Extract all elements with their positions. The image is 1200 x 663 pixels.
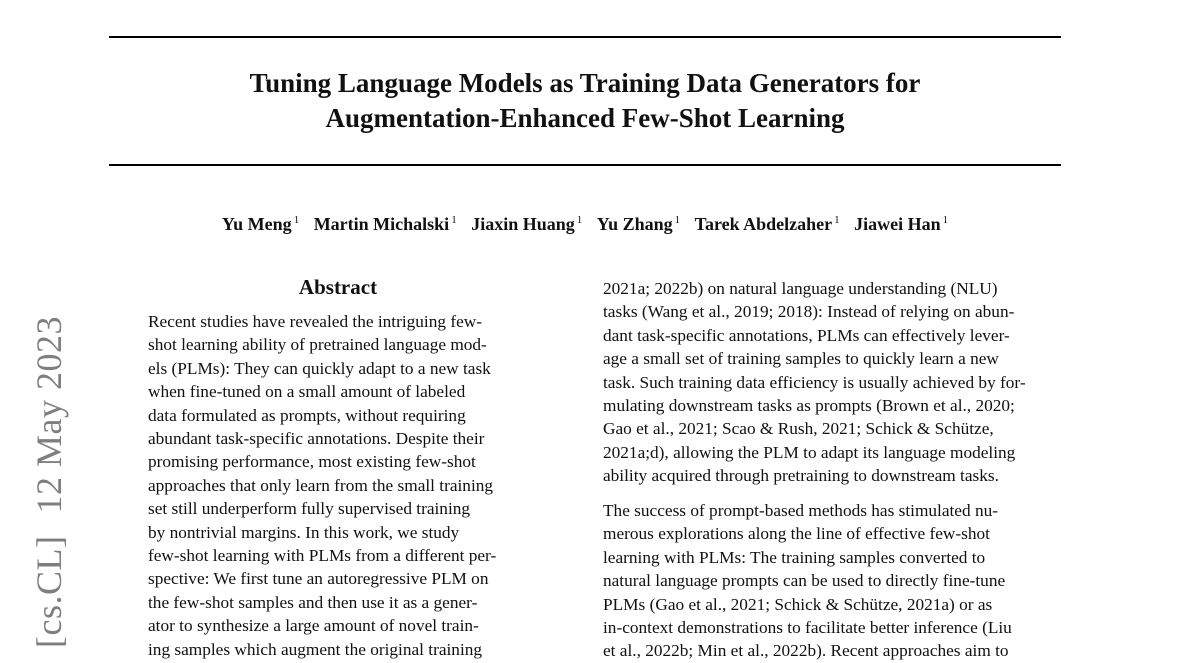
- author-name: Tarek Abdelzaher: [694, 214, 833, 234]
- title-line-1: Tuning Language Models as Training Data Generators for: [249, 68, 921, 98]
- intro-paragraph-1: [603, 277, 1063, 488]
- abstract-heading: Abstract: [298, 275, 378, 299]
- text-line: in-context demonstrations to facilitate better inference (Liu: [603, 618, 1012, 638]
- text-line: els (PLMs): They can quickly adapt to a new task: [148, 358, 491, 378]
- text-line: approaches that only learn from the small training: [148, 475, 494, 495]
- text-line: ator to synthesize a large amount of novel train-: [148, 616, 479, 636]
- text-line: set still underperform fully supervised training: [148, 499, 471, 519]
- author-affiliation: 1: [576, 214, 583, 226]
- text-line: 2021a;d), allowing the PLM to adapt its language modeling: [603, 442, 1016, 462]
- author: [222, 208, 299, 236]
- paper-title: [109, 66, 1061, 136]
- text-line: learning with PLMs: The training samples converted to: [603, 547, 986, 567]
- title-top-rule: [109, 36, 1061, 38]
- text-line: age a small set of training samples to quickly learn a new: [603, 349, 999, 369]
- text-line: dant task-specific annotations, PLMs can effectively lever-: [603, 325, 1010, 345]
- author-name: Yu Zhang: [596, 214, 673, 234]
- abstract-body: [148, 310, 530, 661]
- text-line: The success of prompt-based methods has stimulated nu-: [603, 501, 998, 520]
- text-line: mulating downstream tasks as prompts (Brown et al., 2020;: [603, 396, 1015, 416]
- author-affiliation: 1: [942, 214, 949, 226]
- intro-paragraph-2: [603, 499, 1063, 663]
- text-line: ability acquired through pretraining to downstream tasks.: [603, 466, 999, 486]
- text-line: data formulated as prompts, without requiring: [148, 405, 466, 425]
- text-line: natural language prompts can be used to directly fine-tune: [603, 571, 1006, 591]
- author-name: Jiaxin Huang: [471, 214, 575, 234]
- text-line: tasks (Wang et al., 2019; 2018): Instead of relying on abun-: [603, 302, 1015, 322]
- text-line: by nontrivial margins. In this work, we study: [148, 522, 460, 542]
- arxiv-date: 12 May 2023: [29, 316, 69, 514]
- author-affiliation: 1: [674, 214, 681, 226]
- text-line: 2021a; 2022b) on natural language understanding (NLU): [603, 279, 998, 298]
- text-line: spective: We first tune an autoregressive PLM on: [148, 569, 489, 589]
- text-line: PLMs (Gao et al., 2021; Schick & Schütze, 2021a) or as: [603, 594, 993, 614]
- text-line: few-shot learning with PLMs from a different per-: [148, 546, 497, 566]
- text-line: when fine-tuned on a small amount of labeled: [148, 382, 466, 402]
- author: [471, 208, 582, 236]
- author: [854, 208, 948, 236]
- text-line: ing samples which augment the original training: [148, 639, 483, 659]
- text-line: et al., 2022b; Min et al., 2022b). Recent approaches aim to: [603, 641, 1009, 661]
- text-line: shot learning ability of pretrained language mod-: [148, 335, 487, 355]
- arxiv-category: [cs.CL]: [29, 535, 69, 648]
- text-line: abundant task-specific annotations. Despite their: [148, 429, 485, 449]
- text-line: merous explorations along the line of effective few-shot: [603, 524, 990, 544]
- author-affiliation: 1: [293, 214, 300, 226]
- author-affiliation: 1: [451, 214, 457, 226]
- author-affiliation: 1: [834, 214, 840, 226]
- author-name: Yu Meng: [221, 214, 292, 234]
- author-name: Martin Michalski: [313, 214, 450, 234]
- title-line-2: Augmentation-Enhanced Few-Shot Learning: [325, 103, 845, 133]
- text-line: task. Such training data efficiency is usually achieved by for-: [603, 372, 1026, 392]
- author: [695, 208, 840, 236]
- author-list: [109, 208, 1061, 236]
- text-line: Gao et al., 2021; Scao & Rush, 2021; Schick & Schütze,: [603, 419, 994, 439]
- author: [597, 208, 680, 236]
- title-bottom-rule: [109, 164, 1061, 166]
- author-name: Jiawei Han: [854, 214, 941, 234]
- author: [314, 208, 457, 236]
- text-line: the few-shot samples and then use it as a gener-: [148, 592, 478, 612]
- arxiv-stamp: [28, 288, 70, 648]
- text-line: promising performance, most existing few-shot: [148, 452, 476, 472]
- text-line: Recent studies have revealed the intriguing few-: [148, 312, 482, 331]
